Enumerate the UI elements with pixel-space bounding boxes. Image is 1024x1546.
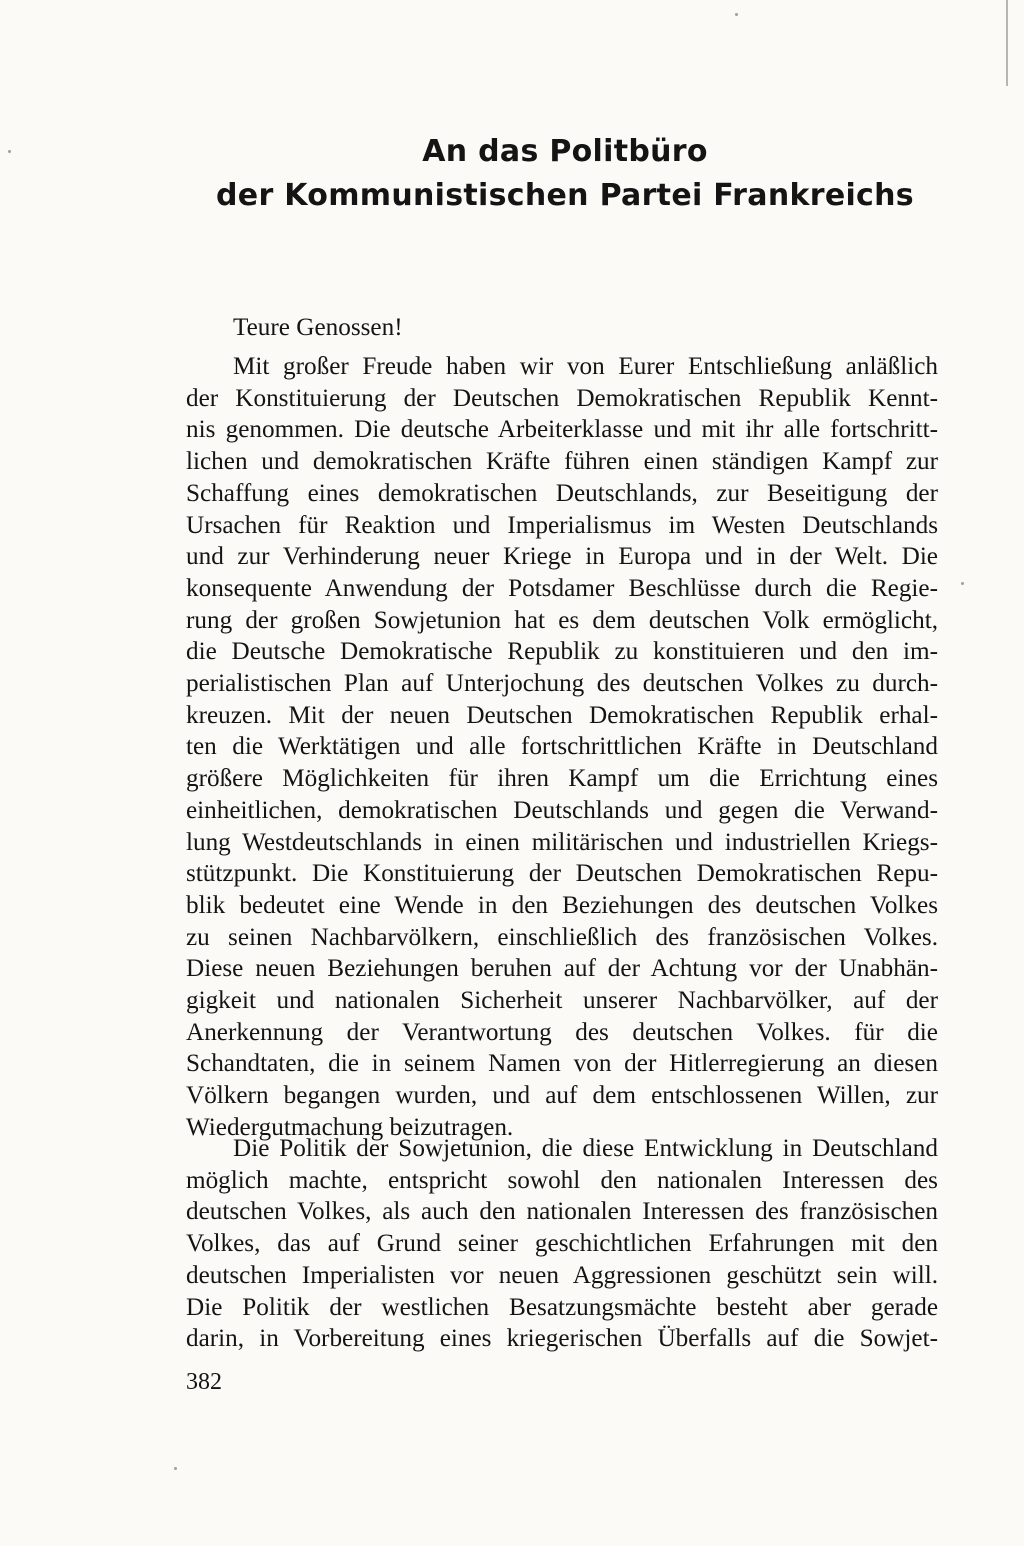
scan-artifact xyxy=(1006,0,1008,86)
text-line: Völkern begangen wurden, und auf dem entschlossenen Willen, zur xyxy=(186,1082,938,1110)
text-line: der Konstituierung der Deutschen Demokratischen Republik Kennt- xyxy=(186,384,938,412)
text-line: die Deutsche Demokratische Republik zu konstituieren und den im- xyxy=(186,638,938,666)
page-title xyxy=(150,130,980,218)
text-line: rung der großen Sowjetunion hat es dem deutschen Volk ermöglicht, xyxy=(186,606,938,634)
scan-artifact xyxy=(961,582,964,585)
text-line: nis genommen. Die deutsche Arbeiterklasse und mit ihr alle fortschritt- xyxy=(186,416,938,444)
text-line: blik bedeutet eine Wende in den Beziehungen des deutschen Volkes xyxy=(186,891,938,919)
paragraph-1 xyxy=(186,351,938,1144)
text-line: lung Westdeutschlands in einen militärischen und industriellen Kriegs- xyxy=(186,828,938,856)
title-line-1: An das Politbüro xyxy=(422,134,708,169)
text-line: Die Politik der westlichen Besatzungsmächte besteht aber gerade xyxy=(186,1293,938,1321)
text-line: Anerkennung der Verantwortung des deutschen Volkes. für die xyxy=(186,1018,938,1046)
text-line: möglich machte, entspricht sowohl den nationalen Interessen des xyxy=(186,1166,938,1194)
scan-artifact xyxy=(174,1467,177,1470)
page-number: 382 xyxy=(186,1369,222,1395)
text-line: und zur Verhinderung neuer Kriege in Europa und in der Welt. Die xyxy=(186,543,938,571)
title-line-2: der Kommunistischen Partei Frankreichs xyxy=(216,178,914,213)
text-line: Mit großer Freude haben wir von Eurer Entschließung anläßlich xyxy=(233,353,938,380)
text-line: deutschen Imperialisten vor neuen Aggressionen geschützt sein will. xyxy=(186,1261,938,1289)
text-line: ten die Werktätigen und alle fortschrittlichen Kräfte in Deutschland xyxy=(186,733,938,761)
text-line: deutschen Volkes, als auch den nationalen Interessen des französischen xyxy=(186,1198,938,1226)
salutation: Teure Genossen! xyxy=(233,314,403,341)
text-line: Wiedergutmachung beizutragen. xyxy=(186,1113,514,1141)
text-line: darin, in Vorbereitung eines kriegerischen Überfalls auf die Sowjet- xyxy=(186,1325,938,1353)
text-line: Diese neuen Beziehungen beruhen auf der Achtung vor der Unabhän- xyxy=(186,955,938,983)
text-line: einheitlichen, demokratischen Deutschlands und gegen die Verwand- xyxy=(186,796,938,824)
text-line: Schandtaten, die in seinem Namen von der Hitlerregierung an diesen xyxy=(186,1050,938,1078)
text-line: stützpunkt. Die Konstituierung der Deutschen Demokratischen Repu- xyxy=(186,860,938,888)
text-line: gigkeit und nationalen Sicherheit unserer Nachbarvölker, auf der xyxy=(186,987,938,1015)
text-line: Die Politik der Sowjetunion, die diese Entwicklung in Deutschland xyxy=(233,1135,938,1162)
text-line: Ursachen für Reaktion und Imperialismus im Westen Deutschlands xyxy=(186,511,938,539)
text-line: größere Möglichkeiten für ihren Kampf um die Errichtung eines xyxy=(186,765,938,793)
paragraph-2 xyxy=(186,1133,938,1355)
text-line: zu seinen Nachbarvölkern, einschließlich des französischen Volkes. xyxy=(186,923,938,951)
text-line: Schaffung eines demokratischen Deutschlands, zur Beseitigung der xyxy=(186,479,938,507)
text-line: Volkes, das auf Grund seiner geschichtlichen Erfahrungen mit den xyxy=(186,1230,938,1258)
text-line: lichen und demokratischen Kräfte führen einen ständigen Kampf zur xyxy=(186,448,938,476)
text-line: perialistischen Plan auf Unterjochung des deutschen Volkes zu durch- xyxy=(186,670,938,698)
text-line: kreuzen. Mit der neuen Deutschen Demokratischen Republik erhal- xyxy=(186,701,938,729)
text-line: konsequente Anwendung der Potsdamer Beschlüsse durch die Regie- xyxy=(186,574,938,602)
scan-artifact xyxy=(8,150,11,153)
scan-artifact xyxy=(735,13,738,16)
